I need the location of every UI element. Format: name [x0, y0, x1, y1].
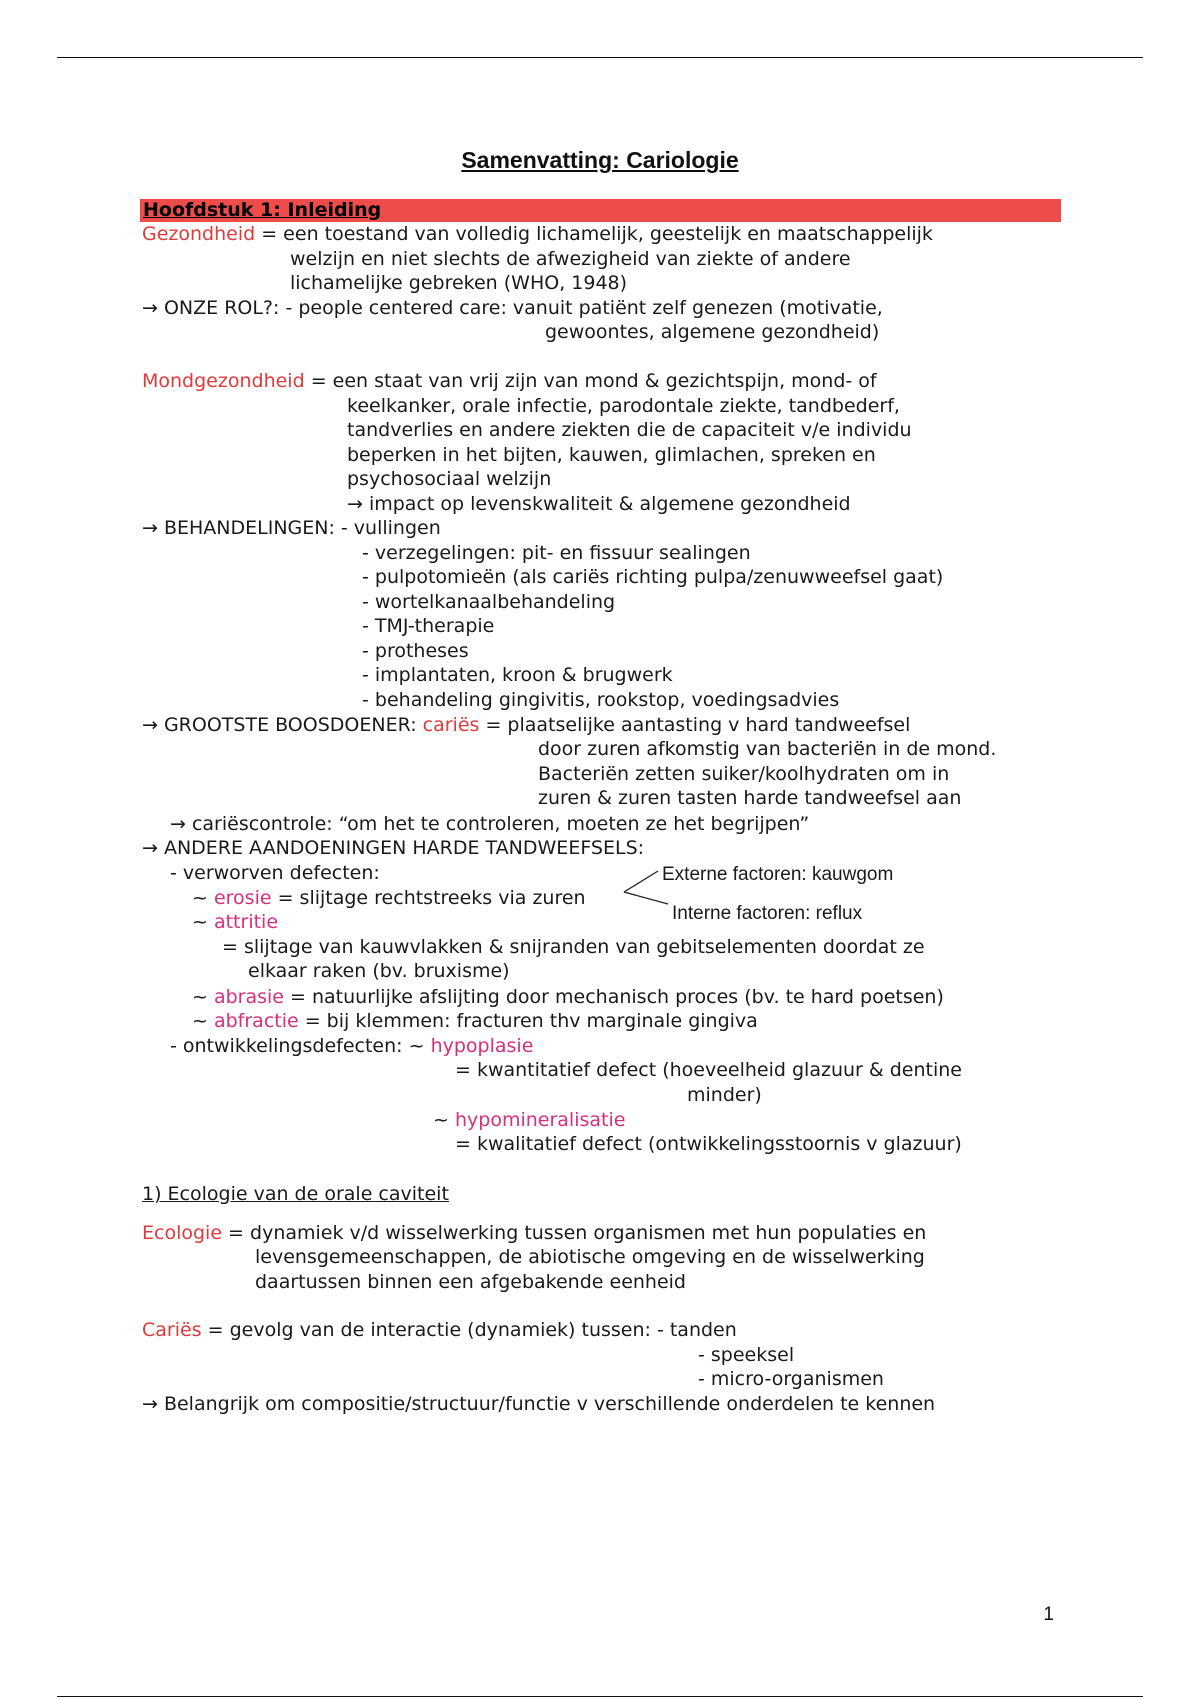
behandeling-item: - wortelkanaalbehandeling [362, 591, 616, 613]
behandeling-item: - protheses [362, 640, 469, 662]
term-hypomineralisatie: hypomineralisatie [454, 1109, 626, 1131]
interne-factoren: Interne factoren: reflux [672, 903, 863, 924]
gezondheid-line-3: lichamelijke gebreken (WHO, 1948) [290, 272, 628, 294]
mondgezondheid-line: psychosociaal welzijn [347, 468, 552, 490]
boosdoener-line: door zuren afkomstig van bacteriën in de mond. [538, 738, 997, 760]
top-rule [57, 57, 1143, 58]
term-abfractie: abfractie [213, 1010, 299, 1032]
boosdoener-line: zuren & zuren tasten harde tandweefsel aan [538, 787, 962, 809]
mondgezondheid-line: keelkanker, orale infectie, parodontale ziekte, tandbederf, [347, 395, 900, 417]
cariescontrole: → cariëscontrole: “om het te controleren, moeten ze het begrijpen” [170, 813, 810, 835]
branch-line-externe [624, 871, 658, 892]
term-erosie: erosie [213, 887, 272, 909]
attritie-definition: = slijtage van kauwvlakken & snijranden van gebitselementen doordat ze [222, 936, 925, 958]
branch-line-interne [624, 892, 668, 904]
hypoplasie-definition-2: minder) [687, 1084, 762, 1106]
onze-rol-line-2: gewoontes, algemene gezondheid) [545, 321, 880, 343]
hypoplasie-definition: = kwantitatief defect (hoeveelheid glazuur & dentine [455, 1059, 962, 1081]
caries-item: - micro-organismen [698, 1368, 884, 1390]
ecologie-line-2: levensgemeenschappen, de abiotische omgeving en de wisselwerking [255, 1246, 925, 1268]
term-caries-2: Cariës [142, 1319, 202, 1341]
gezondheid-definition: Gezondheid = een toestand van volledig lichamelijk, geestelijk en maatschappelijk [142, 223, 933, 245]
term-gezondheid: Gezondheid [142, 223, 256, 245]
behandeling-item: - verzegelingen: pit- en fissuur sealingen [362, 542, 751, 564]
behandeling-item: - TMJ-therapie [362, 615, 495, 637]
term-attritie: attritie [213, 911, 279, 933]
ecologie-line-3: daartussen binnen een afgebakende eenheid [255, 1271, 686, 1293]
boosdoener-definition: → GROOTSTE BOOSDOENER: cariës = plaatselijke aantasting v hard tandweefsel [142, 714, 911, 736]
belangrijk-line: → Belangrijk om compositie/structuur/functie v verschillende onderdelen te kennen [142, 1393, 936, 1415]
mondgezondheid-line: tandverlies en andere ziekten die de capaciteit v/e individu [347, 419, 912, 441]
caries-definition: Cariës = gevolg van de interactie (dynamiek) tussen: - tanden [142, 1319, 737, 1341]
chapter-heading: Hoofdstuk 1: Inleiding [143, 199, 382, 221]
hypomineralisatie-definition: = kwalitatief defect (ontwikkelingsstoornis v glazuur) [455, 1133, 962, 1155]
externe-factoren: Externe factoren: kauwgom [662, 864, 894, 885]
term-abrasie: abrasie [213, 986, 284, 1008]
ecologie-definition: Ecologie = dynamiek v/d wisselwerking tussen organismen met hun populaties en [142, 1222, 927, 1244]
behandeling-item: - implantaten, kroon & brugwerk [362, 664, 673, 686]
caries-item: - speeksel [698, 1344, 795, 1366]
verworven-defecten: - verworven defecten: [170, 862, 380, 884]
term-hypoplasie: hypoplasie [430, 1035, 534, 1057]
behandeling-item: - pulpotomieën (als cariës richting pulpa/zenuwweefsel gaat) [362, 566, 944, 588]
ontwikkelingsdefecten: - ontwikkelingsdefecten: ~ hypoplasie [170, 1035, 534, 1057]
term-ecologie: Ecologie [142, 1222, 223, 1244]
attritie-definition-2: elkaar raken (bv. bruxisme) [248, 960, 510, 982]
gezondheid-line-2: welzijn en niet slechts de afwezigheid van ziekte of andere [290, 248, 851, 270]
term-mondgezondheid: Mondgezondheid [142, 370, 305, 392]
hypomineralisatie-term-line: ~ hypomineralisatie [433, 1109, 626, 1131]
behandelingen-label: → BEHANDELINGEN: - vullingen [142, 517, 441, 539]
andere-heading: → ANDERE AANDOENINGEN HARDE TANDWEEFSELS: [142, 837, 645, 859]
mondgezondheid-definition: Mondgezondheid = een staat van vrij zijn van mond & gezichtspijn, mond- of [142, 370, 877, 392]
bottom-rule [57, 1696, 1143, 1697]
abrasie-definition: ~ abrasie = natuurlijke afslijting door mechanisch proces (bv. te hard poetsen) [192, 986, 944, 1008]
abfractie-definition: ~ abfractie = bij klemmen: fracturen thv marginale gingiva [192, 1010, 758, 1032]
attritie-term-line: ~ attritie [192, 911, 279, 933]
page-title: Samenvatting: Cariologie [461, 147, 739, 173]
behandeling-item: - behandeling gingivitis, rookstop, voedingsadvies [362, 689, 840, 711]
page-number: 1 [1043, 1604, 1054, 1625]
mondgezondheid-impact: → impact op levenskwaliteit & algemene gezondheid [347, 493, 851, 515]
mondgezondheid-line: beperken in het bijten, kauwen, glimlachen, spreken en [347, 444, 876, 466]
boosdoener-line: Bacteriën zetten suiker/koolhydraten om in [538, 763, 950, 785]
term-caries: cariës [422, 714, 480, 736]
section-heading-ecologie: 1) Ecologie van de orale caviteit [142, 1183, 449, 1205]
onze-rol-line-1: → ONZE ROL?: - people centered care: vanuit patiënt zelf genezen (motivatie, [142, 297, 883, 319]
erosie-definition: ~ erosie = slijtage rechtstreeks via zuren [192, 887, 586, 909]
